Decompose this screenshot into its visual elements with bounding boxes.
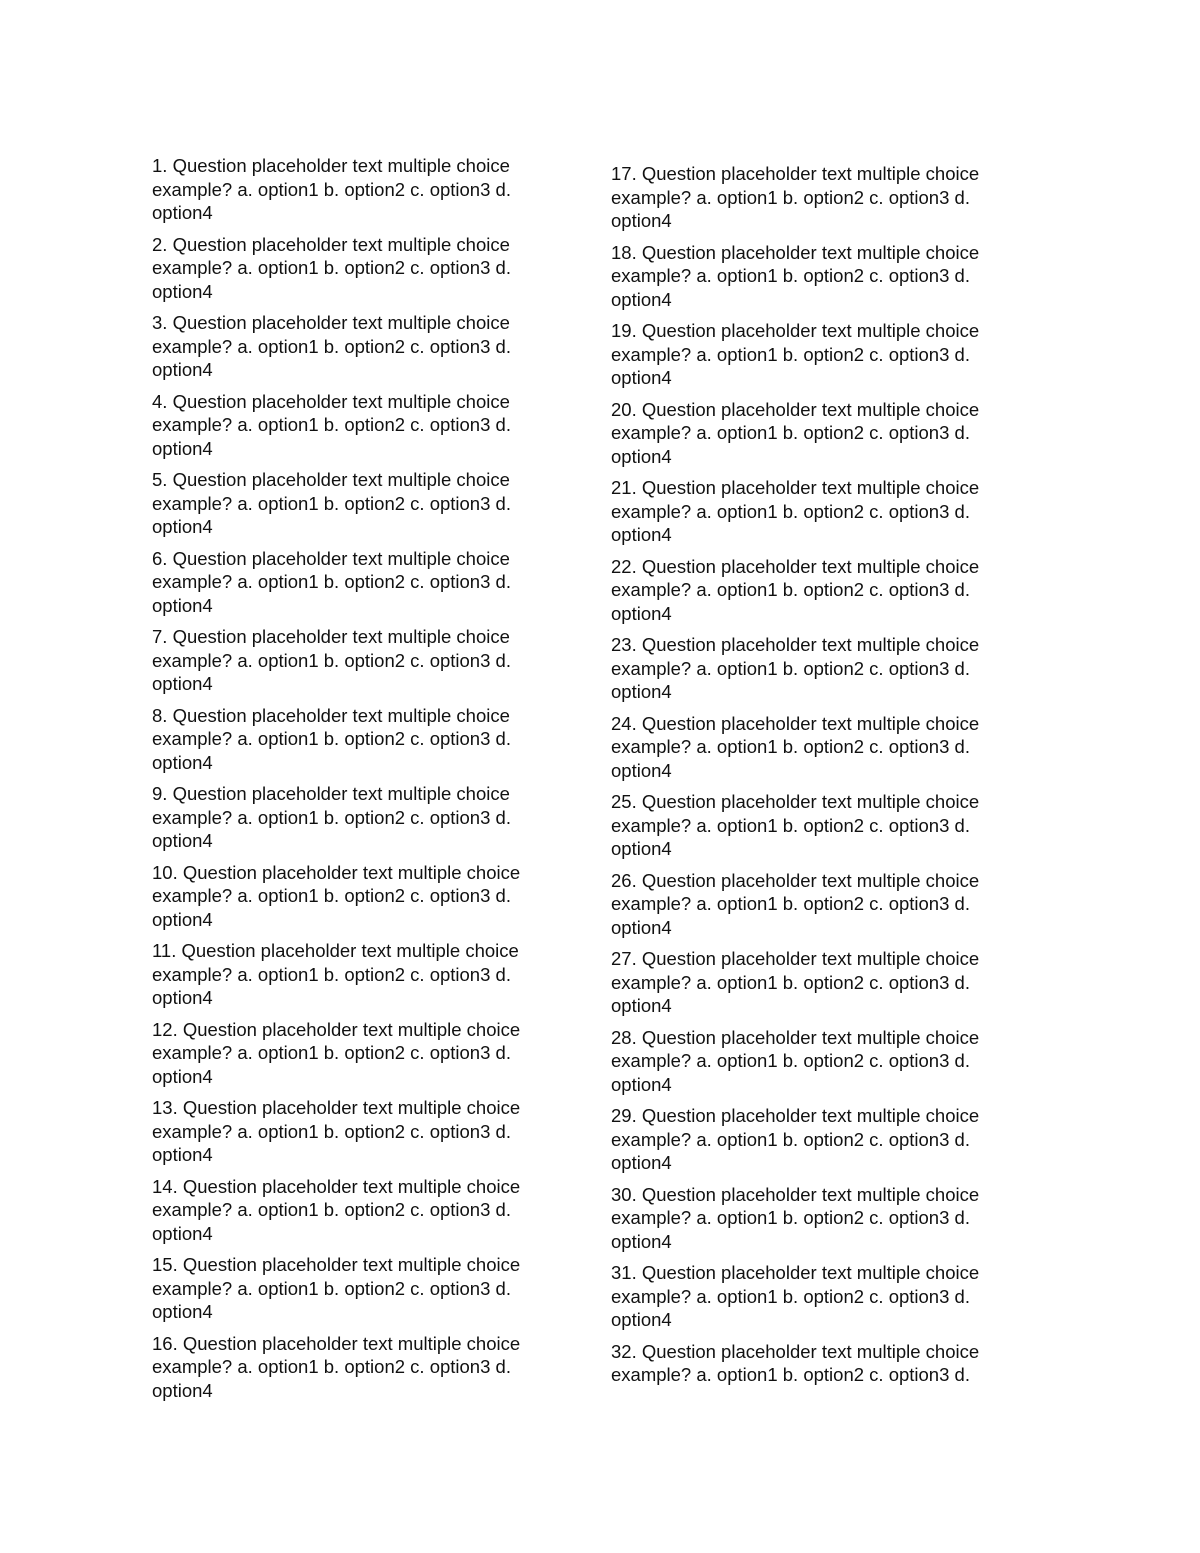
question-number: 30. bbox=[611, 1183, 637, 1205]
question-item-12 bbox=[152, 1018, 552, 1089]
question-number: 14. bbox=[152, 1175, 178, 1197]
question-text: Question placeholder text multiple choice example? a. option1 b. option2 c. option3 d. option4 bbox=[152, 1332, 521, 1401]
question-number: 5. bbox=[152, 469, 168, 490]
question-number: 3. bbox=[152, 312, 168, 333]
question-text: Question placeholder text multiple choice example? a. option1 b. option2 c. option3 d. option4 bbox=[611, 869, 980, 938]
question-item-5 bbox=[152, 468, 552, 539]
question-number: 26. bbox=[611, 869, 637, 891]
question-text: Question placeholder text multiple choice example? a. option1 b. option2 c. option3 d. option4 bbox=[611, 1105, 980, 1174]
question-text: Question placeholder text multiple choice example? a. option1 b. option2 c. option3 d. option4 bbox=[152, 155, 511, 224]
question-item-30 bbox=[611, 1183, 1011, 1254]
question-item-24 bbox=[611, 712, 1011, 783]
question-item-18 bbox=[611, 241, 1011, 312]
question-text: Question placeholder text multiple choice example? a. option1 b. option2 c. option3 d. option4 bbox=[152, 1018, 521, 1087]
question-number: 29. bbox=[611, 1105, 637, 1126]
question-number: 21. bbox=[611, 477, 637, 498]
question-text: Question placeholder text multiple choice example? a. option1 b. option2 c. option3 d. option4 bbox=[611, 163, 980, 232]
question-text: Question placeholder text multiple choice example? a. option1 b. option2 c. option3 d. option4 bbox=[152, 940, 519, 1009]
question-item-23 bbox=[611, 633, 1011, 704]
question-item-7 bbox=[152, 625, 552, 696]
question-item-21 bbox=[611, 476, 1011, 547]
question-number: 25. bbox=[611, 791, 637, 812]
question-number: 32. bbox=[611, 1340, 637, 1362]
question-item-27 bbox=[611, 947, 1011, 1018]
question-text: Question placeholder text multiple choice example? a. option1 b. option2 c. option3 d. option4 bbox=[152, 704, 511, 773]
question-text: Question placeholder text multiple choice example? a. option1 b. option2 c. option3 d. option4 bbox=[152, 861, 521, 930]
question-number: 20. bbox=[611, 398, 637, 420]
question-item-16 bbox=[152, 1332, 552, 1403]
question-item-26 bbox=[611, 869, 1011, 940]
question-number: 8. bbox=[152, 704, 168, 726]
question-item-15 bbox=[152, 1253, 552, 1324]
question-text: Question placeholder text multiple choice example? a. option1 b. option2 c. option3 d. option4 bbox=[611, 241, 980, 310]
question-item-29 bbox=[611, 1104, 1011, 1175]
question-number: 22. bbox=[611, 555, 637, 577]
question-number: 19. bbox=[611, 320, 637, 341]
question-text: Question placeholder text multiple choice example? a. option1 b. option2 c. option3 d. option4 bbox=[611, 477, 980, 546]
question-text: Question placeholder text multiple choice example? a. option1 b. option2 c. option3 d. option4 bbox=[152, 1097, 521, 1166]
question-number: 7. bbox=[152, 626, 168, 647]
question-text: Question placeholder text multiple choice example? a. option1 b. option2 c. option3 d. option4 bbox=[152, 469, 511, 538]
question-number: 18. bbox=[611, 241, 637, 263]
question-text: Question placeholder text multiple choice example? a. option1 b. option2 c. option3 d. option4 bbox=[611, 1026, 980, 1095]
question-text: Question placeholder text multiple choice example? a. option1 b. option2 c. option3 d. option4 bbox=[152, 783, 511, 852]
question-item-3 bbox=[152, 311, 552, 382]
question-item-6 bbox=[152, 547, 552, 618]
question-item-20 bbox=[611, 398, 1011, 469]
question-number: 17. bbox=[611, 163, 637, 184]
question-column-left bbox=[152, 154, 552, 1410]
question-text: Question placeholder text multiple choice example? a. option1 b. option2 c. option3 d. option4 bbox=[611, 948, 980, 1017]
question-number: 16. bbox=[152, 1332, 178, 1354]
question-item-25 bbox=[611, 790, 1011, 861]
question-text: Question placeholder text multiple choice example? a. option1 b. option2 c. option3 d. option4 bbox=[152, 1175, 521, 1244]
question-item-28 bbox=[611, 1026, 1011, 1097]
question-text: Question placeholder text multiple choice example? a. option1 b. option2 c. option3 d. option4 bbox=[152, 312, 511, 381]
question-number: 23. bbox=[611, 634, 637, 655]
question-number: 10. bbox=[152, 861, 178, 883]
question-number: 1. bbox=[152, 155, 168, 176]
question-text: Question placeholder text multiple choice example? a. option1 b. option2 c. option3 d. option4 bbox=[611, 1262, 980, 1331]
question-text: Question placeholder text multiple choice example? a. option1 b. option2 c. option3 d. option4 bbox=[611, 398, 980, 467]
question-item-1 bbox=[152, 154, 552, 225]
question-text: Question placeholder text multiple choice example? a. option1 b. option2 c. option3 d. option4 bbox=[611, 1183, 980, 1252]
question-number: 27. bbox=[611, 948, 637, 969]
question-item-8 bbox=[152, 704, 552, 775]
question-item-22 bbox=[611, 555, 1011, 626]
question-number: 28. bbox=[611, 1026, 637, 1048]
question-item-11 bbox=[152, 939, 552, 1010]
question-text: Question placeholder text multiple choice example? a. option1 b. option2 c. option3 d. option4 bbox=[152, 1254, 521, 1323]
question-number: 13. bbox=[152, 1097, 178, 1118]
question-text: Question placeholder text multiple choice example? a. option1 b. option2 c. option3 d. option4 bbox=[611, 791, 980, 860]
question-item-14 bbox=[152, 1175, 552, 1246]
question-number: 15. bbox=[152, 1254, 178, 1275]
question-item-4 bbox=[152, 390, 552, 461]
question-text: Question placeholder text multiple choice example? a. option1 b. option2 c. option3 d. bbox=[611, 1340, 980, 1386]
question-number: 4. bbox=[152, 390, 168, 412]
question-number: 12. bbox=[152, 1018, 178, 1040]
question-number: 31. bbox=[611, 1262, 637, 1283]
question-text: Question placeholder text multiple choice example? a. option1 b. option2 c. option3 d. option4 bbox=[611, 712, 980, 781]
question-text: Question placeholder text multiple choice example? a. option1 b. option2 c. option3 d. option4 bbox=[152, 626, 511, 695]
question-item-17 bbox=[611, 162, 1011, 233]
question-number: 9. bbox=[152, 783, 168, 804]
question-item-32 bbox=[611, 1340, 1011, 1411]
question-text: Question placeholder text multiple choice example? a. option1 b. option2 c. option3 d. option4 bbox=[152, 390, 511, 459]
question-text: Question placeholder text multiple choice example? a. option1 b. option2 c. option3 d. option4 bbox=[611, 634, 980, 703]
question-item-13 bbox=[152, 1096, 552, 1167]
question-text: Question placeholder text multiple choice example? a. option1 b. option2 c. option3 d. option4 bbox=[152, 233, 511, 302]
question-item-10 bbox=[152, 861, 552, 932]
question-item-31 bbox=[611, 1261, 1011, 1332]
question-text: Question placeholder text multiple choice example? a. option1 b. option2 c. option3 d. option4 bbox=[152, 547, 511, 616]
question-text: Question placeholder text multiple choice example? a. option1 b. option2 c. option3 d. option4 bbox=[611, 555, 980, 624]
question-number: 11. bbox=[152, 940, 177, 961]
question-number: 2. bbox=[152, 233, 168, 255]
question-item-2 bbox=[152, 233, 552, 304]
question-item-9 bbox=[152, 782, 552, 853]
question-column-right bbox=[611, 162, 1011, 1418]
question-text: Question placeholder text multiple choice example? a. option1 b. option2 c. option3 d. option4 bbox=[611, 320, 980, 389]
question-number: 6. bbox=[152, 547, 168, 569]
question-number: 24. bbox=[611, 712, 637, 734]
question-item-19 bbox=[611, 319, 1011, 390]
